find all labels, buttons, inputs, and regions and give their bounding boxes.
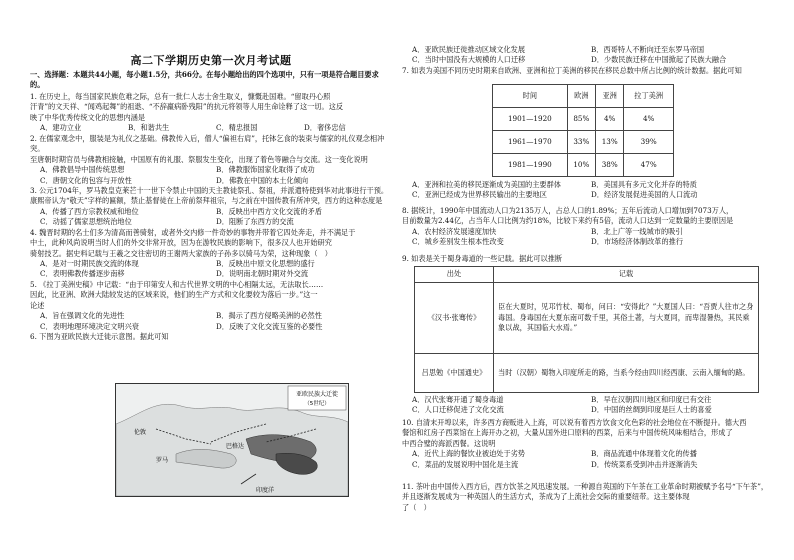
question-option: B．和谐共生: [128, 123, 170, 133]
map-label-baghdad: 巴格达: [226, 443, 245, 450]
table7-cell: 4%: [596, 108, 624, 131]
table7-cell: 47%: [624, 154, 674, 177]
table7-cell: 85%: [567, 108, 595, 131]
question-options: [30, 259, 392, 280]
table7-cell: 1961—1970: [493, 131, 568, 154]
q7-option-d: D．经济发展促进美国的人口流动: [591, 190, 698, 200]
table7-cell: 1981—1990: [493, 154, 568, 177]
table7-cell: 39%: [624, 131, 674, 154]
q7-options: [402, 180, 770, 201]
table9-header-source: 出处: [415, 267, 494, 282]
map-label-london: 伦敦: [134, 429, 147, 436]
map-legend-title: 亚欧民族大迁徙: [295, 391, 339, 398]
q9-stem: 9. 如表是关于蜀身毒道的一些记载。据此可以推断: [402, 254, 563, 263]
question-options: [30, 123, 392, 133]
left_questions-question: [30, 186, 392, 228]
q8-option-a: A．农村经济发展速度加快: [412, 226, 497, 236]
right_questions-question: [402, 45, 770, 66]
table7-header-cell: 时间: [493, 85, 568, 108]
question-options: [402, 45, 770, 66]
table7-cell: 38%: [596, 154, 624, 177]
question-line: 因此，比亚洲、欧洲大陆较发达的区域来说，他们的生产方式和文化要较为落后一步。”这一: [30, 290, 318, 300]
right_questions-question: [402, 66, 770, 76]
question-option: C．当时中国没有大规模的人口迁移: [412, 55, 526, 65]
question-option: C．精忠报国: [216, 123, 258, 133]
question-options: [30, 311, 392, 332]
q9-option-a: A．汉代张骞开通了蜀身毒道: [412, 394, 504, 404]
q9-option-b: B．早在汉朝四川地区和印度已有交往: [591, 394, 712, 404]
q7-option-b: B．美国具有多元文化并存的特质: [591, 180, 697, 189]
question-option: A．佛教倡导中国传统思想: [40, 165, 125, 175]
migration-table: [492, 84, 674, 177]
question-line: 康熙帝认为“敬天”字样的匾额，禁止基督徒在上帝前祭拜祖宗，与之前在中国传教有所冲突，西方的这种态度是: [30, 196, 383, 206]
question-options: [30, 165, 392, 186]
table7-row: [493, 131, 674, 154]
question-9: [402, 254, 770, 416]
question-option: D．反映了文化交流互鉴的必要性: [216, 321, 323, 331]
q10-option-a: A．近代上海的餐饮业被迫处于劣势: [412, 449, 526, 459]
q7-option-c: C．亚洲已经成为世界移民输出的主要地区: [412, 190, 547, 200]
migration-map: [115, 383, 349, 497]
question-option: C．动摇了儒家思想统治地位: [40, 217, 132, 227]
question-line: 2. 在儒家观念中，服装是为礼仪之基础。佛教传入后，僧人“偏袒右肩”，托钵乞食的装束与儒家的礼仪观念相冲突。: [30, 133, 385, 154]
q9-option-c: C．人口迁移促进了文化交流: [412, 405, 504, 415]
map-graphic: [116, 384, 348, 496]
left_questions-question: [30, 332, 392, 342]
left-questions: [30, 92, 392, 343]
q11-line: 11. 茶叶由中国传入西方后，西方饮茶之风迅速发展。一种源自英国的下午茶在工业革命时期被赋予名号“下午茶”，: [402, 482, 769, 491]
question-option: B．佛教服饰国家化取得了成功: [216, 165, 315, 175]
left_questions-question: [30, 228, 392, 280]
q10-line: 餐馆和红房子西菜馆在上海开办之初，大量从国外进口原料的西菜，后来与中国传统风味相结合，形成了: [402, 428, 733, 438]
question-option: B．西哥特人不断向迁至东罗马帝国: [591, 45, 705, 54]
question-options: [30, 207, 392, 228]
question-line: 6. 下图为亚欧民族大迁徙示意图。据此可知: [30, 332, 169, 342]
table7-header-row: [493, 85, 674, 108]
q10-option-b: B．商品流通中体现着文化的传播: [591, 449, 697, 459]
table9-record: 臣在大夏时，见邛竹杖、蜀布，问曰：“安得此？”大夏国人曰：“吾贾人往市之身毒国。身毒国在大夏东南可数千里，其俗土著，与大夏同，而卑湿暑热，其民乘象以战，其国临大水焉。”: [494, 282, 759, 353]
q11-line: 并且逐渐发展成为一种英国人的生活方式，茶成为了上流社会交际的重要纽带。这主要体现: [402, 492, 690, 502]
left_questions-question: [30, 92, 392, 134]
question-line: 7. 如表为美国不同历史时期来自欧洲、亚洲和拉丁美洲的移民在移民总数中所占比例的统计数据。据此可知: [402, 65, 742, 75]
exam-title: 高二下学期历史第一次月考试题: [130, 54, 292, 67]
question-8: [402, 206, 770, 248]
map-legend-subtitle: （5世纪）: [304, 401, 330, 407]
question-option: B．揭示了西方侵略美洲的必然性: [216, 311, 322, 321]
table9-header-record: 记载: [494, 267, 759, 282]
table9-header-row: [415, 267, 759, 282]
table7-header-cell: 欧洲: [567, 85, 595, 108]
table9-row: [415, 282, 759, 353]
table7-row: [493, 108, 674, 131]
question-line: 论述: [30, 300, 45, 310]
table7-row: [493, 154, 674, 177]
right-top-questions: [402, 45, 770, 76]
question-option: A．亚欧民族迁徙推动区域文化发展: [412, 45, 526, 54]
section-heading: 一、选择题：本题共44小题，每小题1.5分，共66分。在每小题给出的四个选项中，只有一项是符合题目要求的。: [30, 70, 379, 90]
question-option: A．旨在强调文化的先进性: [40, 311, 125, 321]
table9-source: 《汉书·张骞传》: [415, 282, 494, 353]
question-line: 至唐朝时期官员与佛教相接触，中国原有的礼服、祭服发生变化，出现了着色等融合与交流。这一变化说明: [30, 154, 368, 164]
question-line: 5. 《拉丁美洲史稿》中记载：“由于印第安人和古代世界文明的中心相隔太远，无法取长……: [30, 279, 324, 289]
left_questions-question: [30, 280, 392, 332]
question-option: C．表明地理环境决定文明兴衰: [40, 321, 139, 331]
table7-cell: 10%: [567, 154, 595, 177]
question-line: 中土，此种风尚说明当时人们的外交非常开放，因为在游牧民族的影响下，很多汉人也开始研究: [30, 238, 332, 248]
map-label-rome: 罗马: [156, 457, 169, 464]
question-option: D．奢侈忠信: [304, 123, 346, 133]
question-line: 映了中华优秀传统文化的思想内涵是: [30, 112, 146, 122]
question-line: 1. 在历史上，每当国家民族危难之际，总有一批仁人志士舍生取义，慷慨赴国难。“留取丹心照: [30, 92, 331, 101]
question-option: D．少数民族迁移在中国掀起了民族大融合: [591, 55, 727, 65]
q10-option-c: C．菜品的发展说明中国化是主流: [412, 459, 519, 469]
table7-cell: 4%: [624, 108, 674, 131]
q8-option-d: D．市场经济体制改革的推行: [591, 237, 684, 247]
q8-option-c: C．城乡差别发生根本性改变: [412, 237, 504, 247]
question-option: C．唐朝文化的包容与开放性: [40, 175, 132, 185]
map-label-indian-ocean: 印度洋: [256, 487, 275, 494]
shudu-road-table: [414, 266, 759, 392]
table7-cell: 1901—1920: [493, 108, 568, 131]
question-option: B．反映出中原文化思想的盛行: [216, 259, 315, 268]
q10-line: 中西合璧的海派西餐。这说明: [402, 438, 496, 448]
question-line: 3. 公元1704年，罗马教皇克莱芒十一世下令禁止中国的天主教徒祭孔、祭祖，并派遣特使到华对此事进行干预。: [30, 185, 389, 195]
question-option: B．反映出中西方文化交流的矛盾: [216, 206, 322, 216]
table7-cell: 33%: [567, 131, 595, 154]
question-line: 骑射技艺。据史料记载与王羲之交往密切的王谢两大家族的子孙多以骑马为荣，这种现象（ ）: [30, 248, 332, 258]
question-line: 汗青”的文天祥、“闻鸡起舞”的祖逖、“不辞羸病卧残阳”的抗元将领等人用生命诠释了这一切。这反: [30, 102, 344, 112]
q7-option-a: A．亚洲和拉美的移民逐渐成为美国的主要群体: [412, 180, 561, 189]
question-line: 4. 魏晋时期的名士们多为清高而善骑射，或者外交内修一件奇妙的事物并带着它四处奔走，并不满足于: [30, 227, 356, 237]
question-option: D．阻断了东西方的交流: [216, 217, 294, 227]
question-option: D．说明南北朝时期对外交流: [216, 269, 309, 279]
question-option: C．表明佛教传播逐步南移: [40, 269, 125, 279]
table9-source: 吕思勉《中国通史》: [415, 353, 494, 392]
q8-option-b: B．北上广等一线城市的吸引: [591, 226, 683, 236]
table7-cell: 13%: [596, 131, 624, 154]
q8-line: 8. 据统计，1990年中国流动人口为2135万人，占总人口的1.89%；五年后流动人口增加到7073万人，: [402, 206, 734, 215]
left_questions-question: [30, 134, 392, 186]
question-option: A．建功立业: [40, 123, 82, 133]
table7-header-cell: 亚洲: [596, 85, 624, 108]
q10-option-d: D．传统菜系受到冲击并逐渐消失: [591, 459, 698, 469]
table7-header-cell: 拉丁美洲: [624, 85, 674, 108]
q8-line: 目前数量为2.44亿，占当年人口比例为约18%，比较下来约有5倍，流动人口达到一定数量的主要原因是: [402, 216, 734, 226]
table9-row: [415, 353, 759, 392]
question-option: A．是对一时期民族交流的体现: [40, 259, 139, 268]
question-option: D．佛教在中国的本土化倾向: [216, 175, 309, 185]
question-option: A．传播了西方宗教权威和地位: [40, 206, 139, 216]
q9-option-d: D．中国的丝绸到印度是巨人士的喜爱: [591, 405, 712, 415]
q11-line: 了（ ）: [402, 502, 431, 512]
q10-line: 10. 自清末开埠以来，许多西方商贩进入上海，可以说有着西方饮食文化色彩的社会地位在不断提升。德大西: [402, 418, 747, 427]
question-11: [402, 482, 770, 513]
table9-record: 当时（汉朝）蜀物入印度所走的路，当系今经由四川经西康、云南入缅甸的路。: [494, 353, 759, 392]
question-10: [402, 418, 770, 470]
